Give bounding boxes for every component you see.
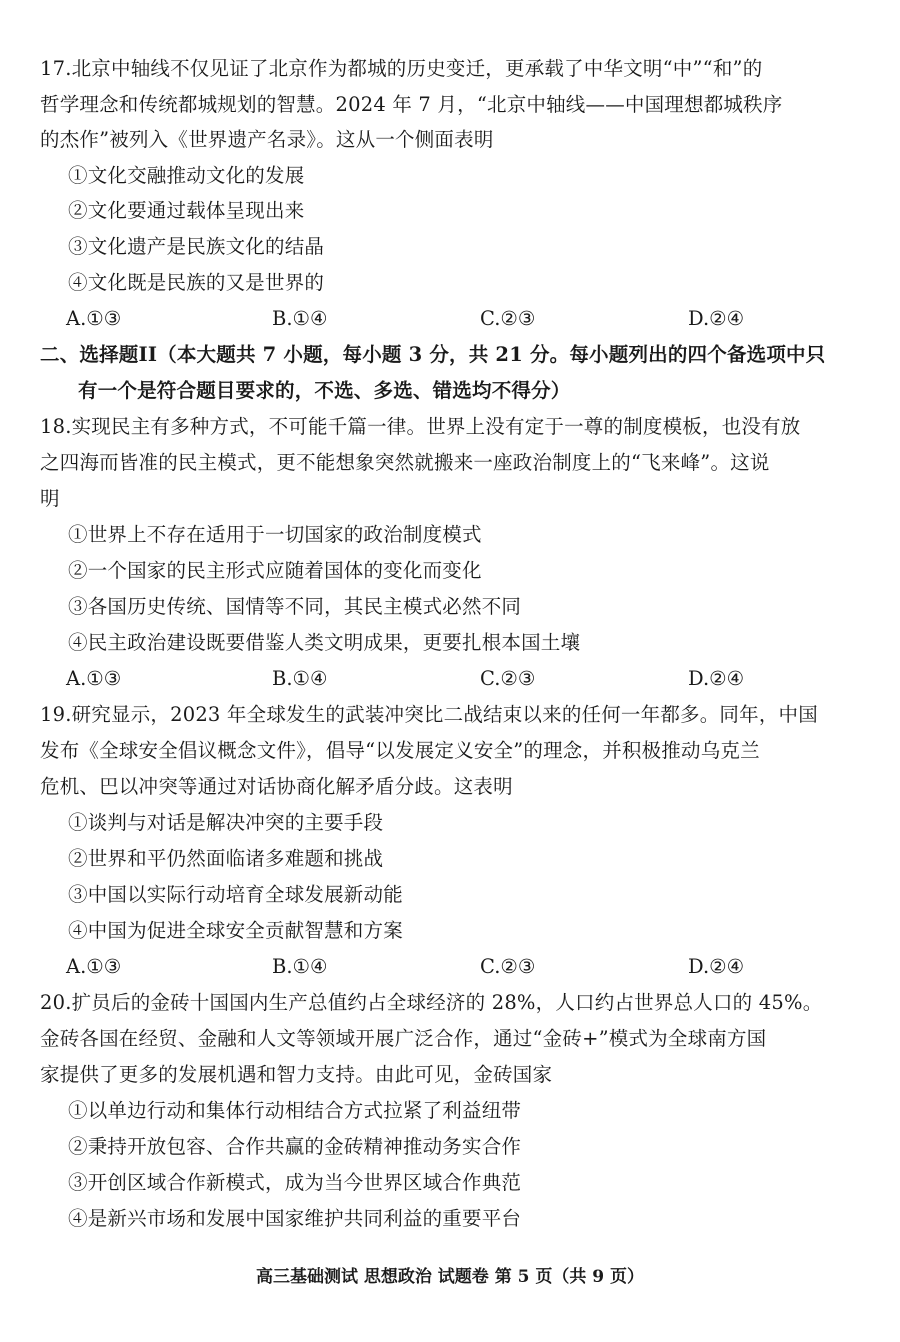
q17-item-3: ③文化遗产是民族文化的结晶 <box>68 235 325 258</box>
q18-choice-d: D.②④ <box>688 667 745 690</box>
q19-item-1: ①谈判与对话是解决冲突的主要手段 <box>68 811 384 834</box>
q20-stem-line-2: 金砖各国在经贸、金融和人文等领域开展广泛合作，通过“金砖+”模式为全球南方国 <box>40 1027 767 1050</box>
q20-stem-line-1: 20.扩员后的金砖十国国内生产总值约占全球经济的 28%，人口约占世界总人口的 45%。 <box>40 991 823 1014</box>
q20-stem-line-3: 家提供了更多的发展机遇和智力支持。由此可见，金砖国家 <box>40 1063 553 1086</box>
q17-item-2: ②文化要通过载体呈现出来 <box>68 199 305 222</box>
q19-choice-d: D.②④ <box>688 955 745 978</box>
q17-choice-c: C.②③ <box>480 307 536 330</box>
section-2-line-1: 二、选择题II（本大题共 7 小题，每小题 3 分，共 21 分。每小题列出的四个备选项中只 <box>40 343 826 366</box>
q20-item-1: ①以单边行动和集体行动相结合方式拉紧了利益纽带 <box>68 1099 522 1122</box>
q18-stem-line-1: 18.实现民主有多种方式，不可能千篇一律。世界上没有定于一尊的制度模板，也没有放 <box>40 415 801 438</box>
q17-stem-line-3: 的杰作”被列入《世界遗产名录》。这从一个侧面表明 <box>40 128 494 151</box>
page-footer: 高三基础测试 思想政治 试题卷 第 5 页（共 9 页） <box>255 1267 645 1287</box>
q18-item-4: ④民主政治建设既要借鉴人类文明成果，更要扎根本国土壤 <box>68 631 581 654</box>
q18-stem-line-2: 之四海而皆准的民主模式，更不能想象突然就搬来一座政治制度上的“飞来峰”。这说 <box>40 451 770 474</box>
q17-stem-line-2: 哲学理念和传统都城规划的智慧。2024 年 7 月，“北京中轴线——中国理想都城秩序 <box>40 93 783 116</box>
q20-item-3: ③开创区域合作新模式，成为当今世界区域合作典范 <box>68 1171 522 1194</box>
q18-item-1: ①世界上不存在适用于一切国家的政治制度模式 <box>68 523 482 546</box>
q19-stem-line-3: 危机、巴以冲突等通过对话协商化解矛盾分歧。这表明 <box>40 775 513 798</box>
q17-item-4: ④文化既是民族的又是世界的 <box>68 271 325 294</box>
q18-item-3: ③各国历史传统、国情等不同，其民主模式必然不同 <box>68 595 522 618</box>
q17-choice-d: D.②④ <box>688 307 745 330</box>
q20-item-2: ②秉持开放包容、合作共赢的金砖精神推动务实合作 <box>68 1135 522 1158</box>
q18-choice-b: B.①④ <box>272 667 328 690</box>
q19-choice-c: C.②③ <box>480 955 536 978</box>
q19-choice-a: A.①③ <box>66 955 122 978</box>
q17-choice-a: A.①③ <box>66 307 122 330</box>
q17-choice-b: B.①④ <box>272 307 328 330</box>
q17-stem-line-1: 17.北京中轴线不仅见证了北京作为都城的历史变迁，更承载了中华文明“中”“和”的 <box>40 57 763 80</box>
q17-item-1: ①文化交融推动文化的发展 <box>68 164 305 187</box>
q18-choice-c: C.②③ <box>480 667 536 690</box>
q19-item-2: ②世界和平仍然面临诸多难题和挑战 <box>68 847 384 870</box>
q19-stem-line-1: 19.研究显示，2023 年全球发生的武装冲突比二战结束以来的任何一年都多。同年，中国 <box>40 703 818 726</box>
q19-choice-b: B.①④ <box>272 955 328 978</box>
q20-item-4: ④是新兴市场和发展中国家维护共同利益的重要平台 <box>68 1207 522 1230</box>
q19-item-4: ④中国为促进全球安全贡献智慧和方案 <box>68 919 403 942</box>
q18-item-2: ②一个国家的民主形式应随着国体的变化而变化 <box>68 559 482 582</box>
section-2-line-2: 有一个是符合题目要求的，不选、多选、错选均不得分） <box>78 379 571 402</box>
q18-choice-a: A.①③ <box>66 667 122 690</box>
q19-stem-line-2: 发布《全球安全倡议概念文件》，倡导“以发展定义安全”的理念，并积极推动乌克兰 <box>40 739 760 762</box>
q18-stem-line-3: 明 <box>40 487 60 510</box>
q19-item-3: ③中国以实际行动培育全球发展新动能 <box>68 883 403 906</box>
